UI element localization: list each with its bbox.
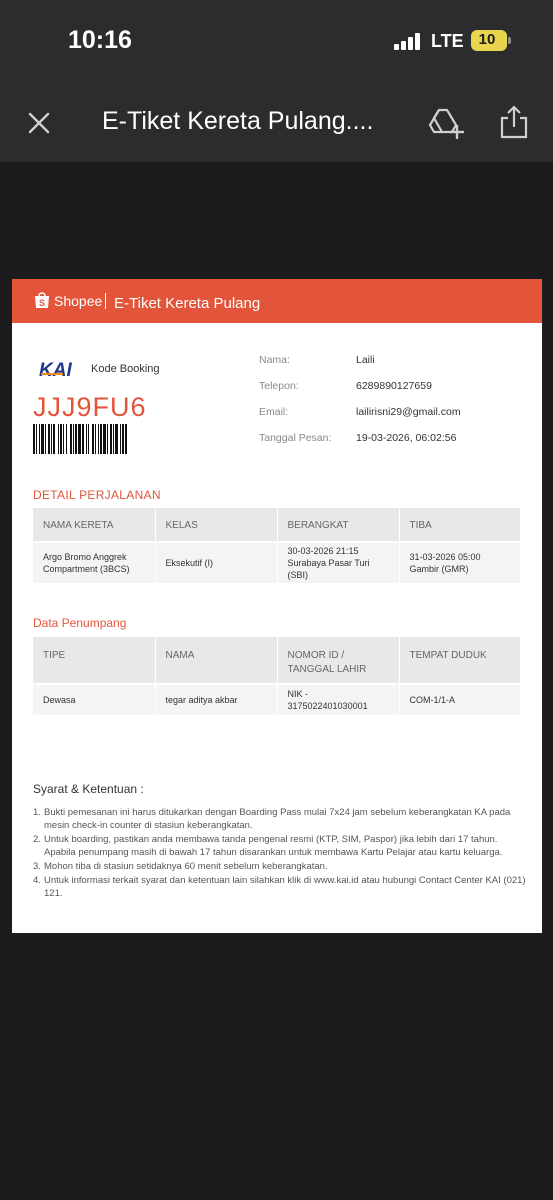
- barcode-bar: [63, 424, 64, 454]
- close-button[interactable]: [24, 108, 54, 138]
- column-header: TIBA: [399, 508, 520, 542]
- column-header: NAMA: [155, 637, 277, 684]
- list-item: [33, 833, 528, 859]
- barcode-bar: [75, 424, 77, 454]
- info-label-telepon: Telepon:: [259, 380, 299, 392]
- barcode-bar: [88, 424, 89, 454]
- viewer-toolbar: [0, 80, 553, 162]
- list-item: [33, 860, 528, 873]
- signal-strength-icon: [394, 33, 424, 50]
- barcode-bar: [39, 424, 40, 454]
- kai-logo-text: KAI: [39, 360, 72, 379]
- trip-detail-table: [33, 508, 520, 583]
- barcode-bar: [103, 424, 106, 454]
- barcode-bar: [113, 424, 114, 454]
- term-text: Mohon tiba di stasiun setidaknya 60 menit sebelum keberangkatan.: [44, 861, 328, 872]
- column-header: NAMA KERETA: [33, 508, 155, 542]
- kai-logo: [39, 359, 79, 379]
- term-text: Untuk informasi terkait syarat dan ketentuan lain silahkan klik di www.kai.id atau hubungi Contact Center KAI (021) 121.: [44, 875, 526, 899]
- share-icon: [498, 104, 530, 140]
- info-label-tanggal-pesan: Tanggal Pesan:: [259, 432, 332, 444]
- passenger-table: [33, 637, 520, 715]
- info-value-nama: Laili: [356, 354, 375, 366]
- barcode-bar: [120, 424, 121, 454]
- barcode-bar: [125, 424, 127, 454]
- ticket-header: [12, 279, 542, 323]
- barcode-bar: [70, 424, 72, 454]
- ticket-title: E-Tiket Kereta Pulang: [114, 295, 261, 312]
- barcode-bar: [66, 424, 67, 454]
- table-row: [33, 684, 520, 715]
- info-value-email: lailirisni29@gmail.com: [356, 406, 461, 418]
- terms-list: [33, 806, 528, 901]
- term-text: Bukti pemesanan ini harus ditukarkan dengan Boarding Pass mulai 7x24 jam sebelum keberangkatan KA pada mesin check-in counter di stasiun keberangkatan.: [44, 807, 511, 831]
- table-cell: COM-1/1-A: [399, 684, 520, 715]
- barcode-bar: [95, 424, 96, 454]
- barcode-bar: [98, 424, 99, 454]
- detail-perjalanan-title: DETAIL PERJALANAN: [33, 488, 161, 502]
- table-cell: tegar aditya akbar: [155, 684, 277, 715]
- barcode-bar: [51, 424, 52, 454]
- passenger-header-row: [33, 637, 520, 684]
- trip-detail-header-row: [33, 508, 520, 542]
- table-cell: 30-03-2026 21:15 Surabaya Pasar Turi (SBI): [277, 542, 399, 583]
- barcode-bar: [33, 424, 35, 454]
- status-time: 10:16: [68, 26, 132, 54]
- booking-barcode: [33, 424, 157, 454]
- column-header: KELAS: [155, 508, 277, 542]
- share-button[interactable]: [498, 104, 530, 140]
- table-cell: Dewasa: [33, 684, 155, 715]
- kode-booking-label: Kode Booking: [91, 363, 160, 375]
- table-row: [33, 542, 520, 583]
- list-item: [33, 806, 528, 832]
- info-label-nama: Nama:: [259, 354, 290, 366]
- barcode-bar: [122, 424, 124, 454]
- barcode-bar: [107, 424, 108, 454]
- e-ticket-document: [12, 279, 542, 933]
- barcode-bar: [41, 424, 44, 454]
- info-value-telepon: 6289890127659: [356, 380, 432, 392]
- column-header: BERANGKAT: [277, 508, 399, 542]
- battery-nub: [508, 37, 511, 44]
- table-cell: NIK - 3175022401030001: [277, 684, 399, 715]
- header-divider: [105, 293, 106, 309]
- shopee-brand: Shopee: [54, 293, 103, 309]
- term-number: 3.: [33, 861, 41, 872]
- column-header: NOMOR ID / TANGGAL LAHIR: [277, 637, 399, 684]
- barcode-bar: [73, 424, 74, 454]
- column-header: TEMPAT DUDUK: [399, 637, 520, 684]
- booking-code: JJJ9FU6: [33, 392, 147, 422]
- barcode-bar: [60, 424, 62, 454]
- table-cell: Argo Bromo Anggrek Compartment (3BCS): [33, 542, 155, 583]
- add-to-drive-button[interactable]: [428, 106, 464, 140]
- terms-title: Syarat & Ketentuan :: [33, 782, 144, 796]
- network-type: LTE: [431, 31, 464, 51]
- status-bar: [0, 0, 553, 80]
- term-text: Untuk boarding, pastikan anda membawa tanda pengenal resmi (KTP, SIM, Paspor) jika lebih dari 17 tahun. Apabila penumpang masih di bawah 17 tahun disarankan untuk membawa Kartu Pelajar atau kartu keluarga.: [44, 834, 503, 858]
- barcode-bar: [53, 424, 55, 454]
- barcode-bar: [48, 424, 50, 454]
- term-number: 4.: [33, 875, 41, 886]
- barcode-bar: [115, 424, 118, 454]
- document-title: E-Tiket Kereta Pulang....: [102, 107, 374, 135]
- barcode-bar: [92, 424, 94, 454]
- column-header: TIPE: [33, 637, 155, 684]
- table-cell: 31-03-2026 05:00 Gambir (GMR): [399, 542, 520, 583]
- term-number: 2.: [33, 834, 41, 845]
- barcode-bar: [78, 424, 81, 454]
- shopee-bag-icon: [33, 291, 51, 309]
- table-cell: Eksekutif (I): [155, 542, 277, 583]
- google-drive-add-icon: [428, 106, 464, 140]
- battery-level: 10: [478, 31, 496, 48]
- barcode-bar: [82, 424, 84, 454]
- data-penumpang-title: Data Penumpang: [33, 616, 127, 630]
- barcode-bar: [100, 424, 102, 454]
- barcode-bar: [58, 424, 59, 454]
- battery-icon: [471, 30, 507, 51]
- barcode-bar: [110, 424, 112, 454]
- barcode-bar: [86, 424, 87, 454]
- barcode-bar: [45, 424, 46, 454]
- term-number: 1.: [33, 807, 41, 818]
- list-item: [33, 874, 528, 900]
- close-icon: [24, 108, 54, 138]
- info-label-email: Email:: [259, 406, 289, 418]
- info-value-tanggal-pesan: 19-03-2026, 06:02:56: [356, 432, 457, 444]
- barcode-bar: [36, 424, 37, 454]
- svg-text:S: S: [38, 298, 46, 308]
